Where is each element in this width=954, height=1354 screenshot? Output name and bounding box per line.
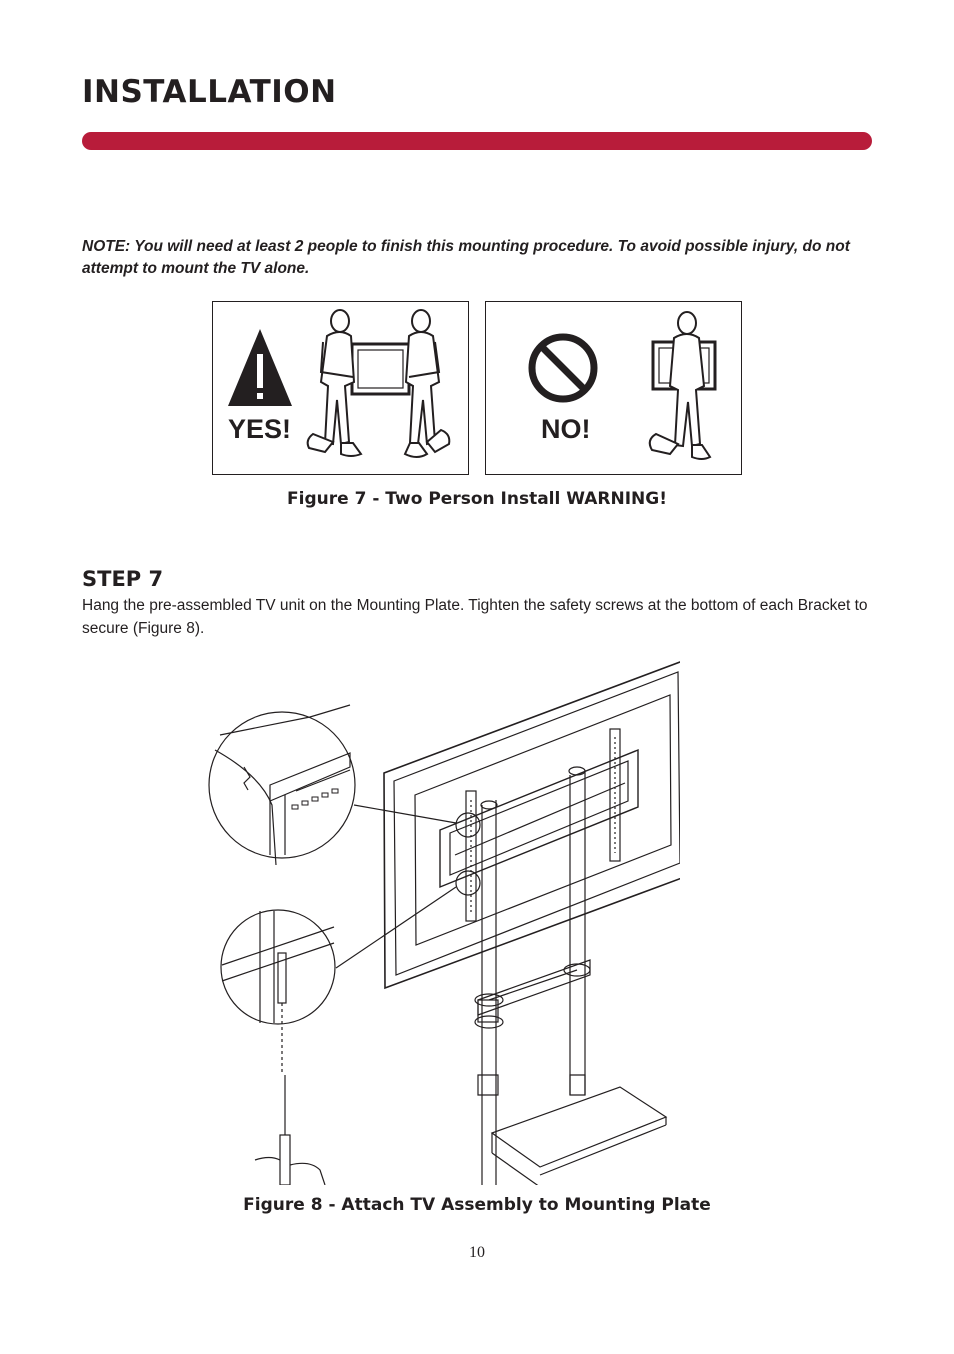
safety-note: NOTE: You will need at least 2 people to finish this mounting procedure. To avoid possible injury, do not attempt to mount the TV alone. bbox=[82, 238, 850, 277]
step-title: STEP 7 bbox=[82, 567, 164, 591]
no-label: NO! bbox=[541, 414, 591, 444]
figure7-caption: Figure 7 - Two Person Install WARNING! bbox=[287, 489, 667, 509]
two-person-carry-illustration bbox=[213, 302, 470, 476]
page-number: 10 bbox=[469, 1244, 485, 1261]
figure8-caption: Figure 8 - Attach TV Assembly to Mounting Plate bbox=[243, 1195, 711, 1215]
figure7-yes-panel bbox=[212, 301, 469, 475]
page-title: INSTALLATION bbox=[82, 74, 337, 110]
yes-label: YES! bbox=[228, 414, 292, 444]
step-instructions: Hang the pre-assembled TV unit on the Mounting Plate. Tighten the safety screws at the bottom of each Bracket to secure (Figure 8). bbox=[82, 597, 868, 637]
title-divider-bar bbox=[82, 132, 872, 150]
figure7-no-panel bbox=[485, 301, 742, 475]
one-person-carry-illustration bbox=[486, 302, 743, 476]
tv-mounting-illustration bbox=[200, 655, 680, 1185]
prohibited-icon bbox=[532, 337, 594, 399]
warning-triangle-icon bbox=[228, 329, 292, 406]
